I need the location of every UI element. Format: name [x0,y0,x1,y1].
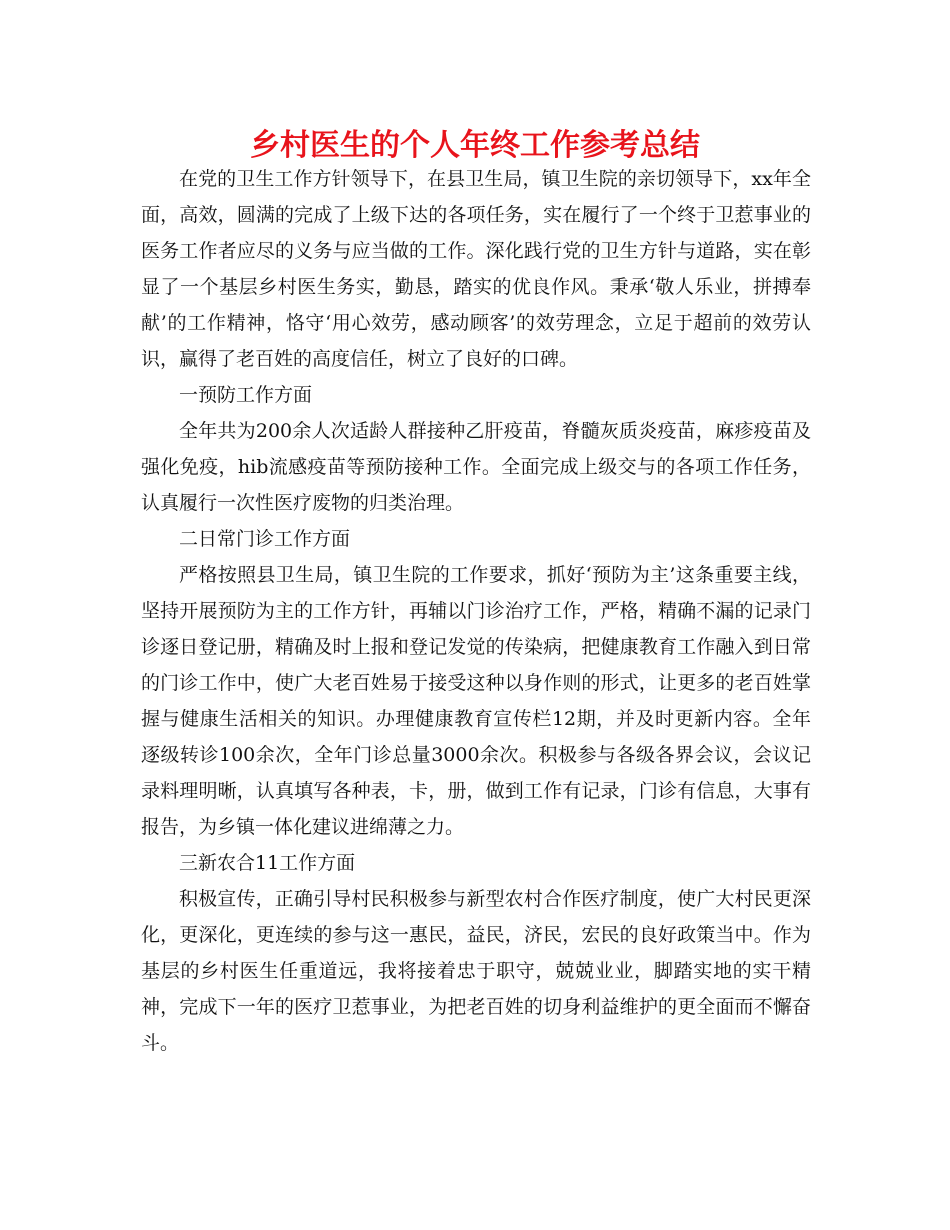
section-heading-prevention: 一预防工作方面 [179,384,313,406]
document-title: 乡村医生的个人年终工作参考总结 [250,128,700,163]
section-heading-cooperative-medical: 三新农合11工作方面 [179,852,356,874]
section-text-cooperative-medical: 积极宣传，正确引导村民积极参与新型农村合作医疗制度，使广大村民更深化，更深化，更连续的参与这一惠民，益民，济民，宏民的良好政策当中。作为基层的乡村医生任重道远，我将接着忠于职守，兢兢业业，脚踏实地的实干精神，完成下一年的医疗卫惹事业，为把老百姓的切身利益维护的更全面而不懈奋斗。 [141,888,811,1054]
section-text-prevention: 全年共为200余人次适龄人群接种乙肝疫苗，脊髓灰质炎疫苗，麻疹疫苗及强化免疫，hib流感疫苗等预防接种工作。全面完成上级交与的各项工作任务，认真履行一次性医疗废物的归类治理。 [141,420,811,514]
intro-paragraph: 在党的卫生工作方针领导下，在县卫生局，镇卫生院的亲切领导下，xx年全面，高效，圆满的完成了上级下达的各项任务，实在履行了一个终于卫惹事业的医务工作者应尽的义务与应当做的工作。深化践行党的卫生方针与道路，实在彰显了一个基层乡村医生务实，勤恳，踏实的优良作风。秉承‘敬人乐业，拼搏奉献’的工作精神，恪守‘用心效劳，感动顾客’的效劳理念，立足于超前的效劳认识，赢得了老百姓的高度信任，树立了良好的口碑。 [141,168,811,370]
document-body [141,161,811,1061]
section-text-outpatient: 严格按照县卫生局，镇卫生院的工作要求，抓好‘预防为主’这条重要主线，坚持开展预防为主的工作方针，再辅以门诊治疗工作，严格，精确不漏的记录门诊逐日登记册，精确及时上报和登记发觉的传染病，把健康教育工作融入到日常的门诊工作中，使广大老百姓易于接受这种以身作则的形式，让更多的老百姓掌握与健康生活相关的知识。办理健康教育宣传栏12期，并及时更新内容。全年逐级转诊100余次，全年门诊总量3000余次。积极参与各级各界会议，会议记录料理明晰，认真填写各种表，卡，册，做到工作有记录，门诊有信息，大事有报告，为乡镇一体化建议进绵薄之力。 [141,564,811,838]
section-heading-outpatient: 二日常门诊工作方面 [179,528,351,550]
